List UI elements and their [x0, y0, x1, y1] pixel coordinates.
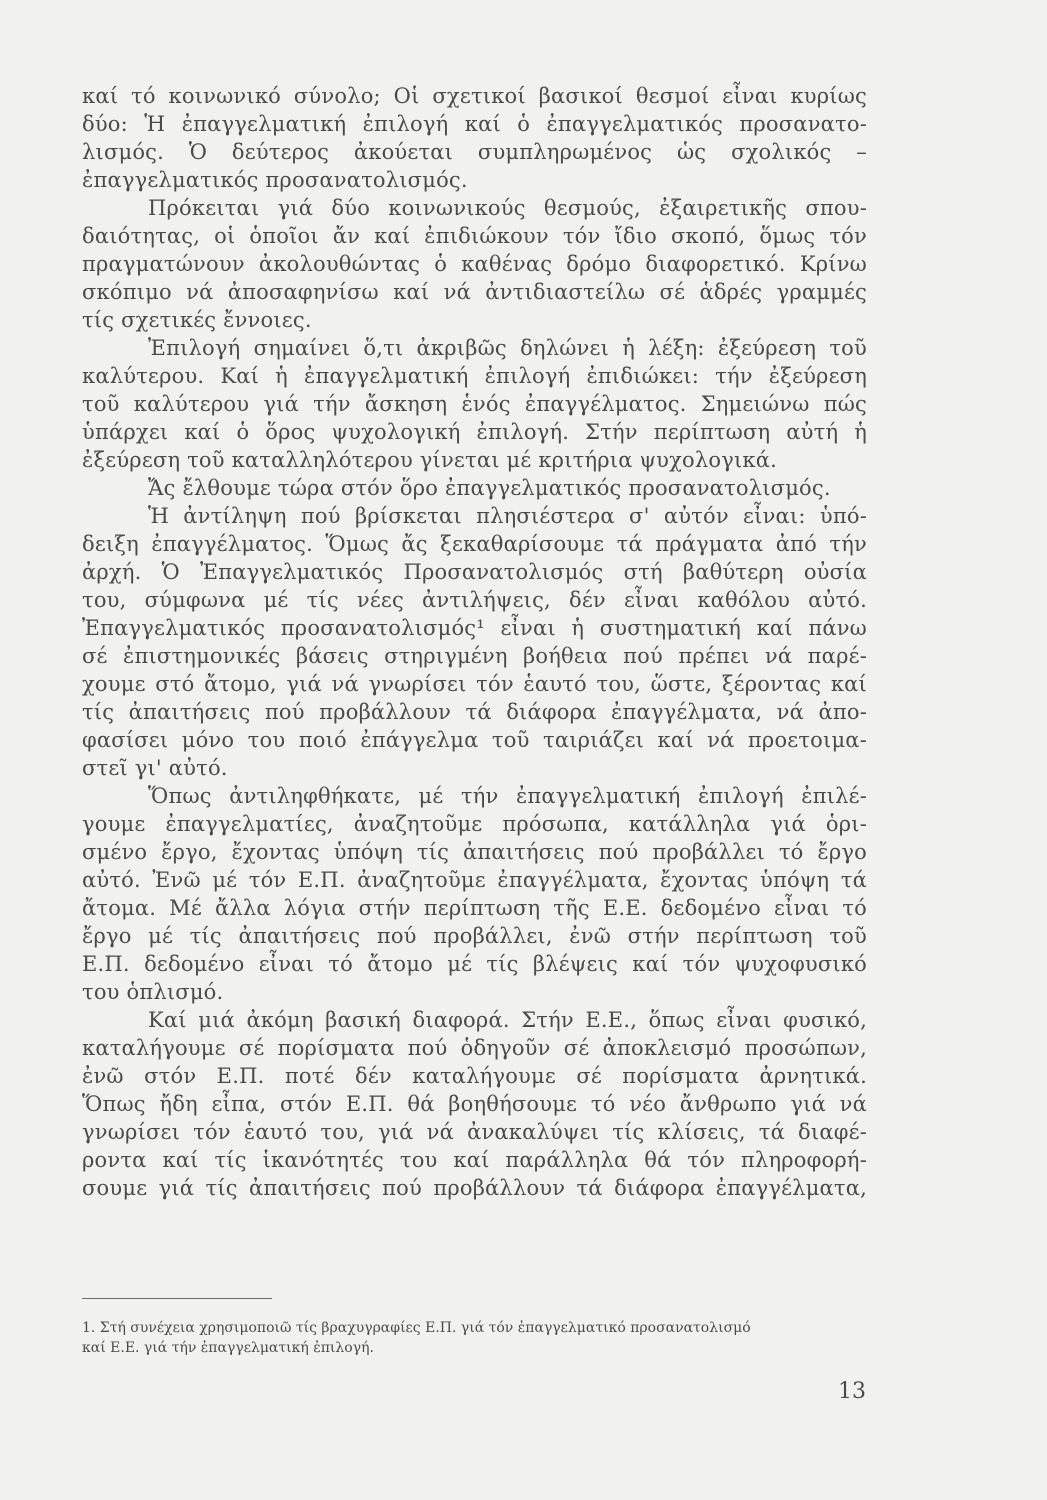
body-line-14: ἐξεύρεση τοῦ καταλληλότερου γίνεται μέ κριτήρια ψυχολογικά. [82, 448, 777, 472]
body-line-13: ὑπάρχει καί ὁ ὅρος ψυχολογική ἐπιλογή. Στήν περίπτωση αὐτή ἡ [82, 420, 867, 444]
page-number: 13 [838, 1379, 866, 1404]
body-line-34: Καί μιά ἀκόμη βασική διαφορά. Στήν Ε.Ε., ὅπως εἶναι φυσικό, [148, 1008, 867, 1032]
body-line-23: τίς ἀπαιτήσεις πού προβάλλουν τά διάφορα ἐπαγγέλματα, νά ἀπο- [82, 700, 867, 724]
body-line-1: καί τό κοινωνικό σύνολο; Οἱ σχετικοί βασικοί θεσμοί εἶναι κυρίως [82, 84, 867, 108]
body-line-2: δύο: Ἡ ἐπαγγελματική ἐπιλογή καί ὁ ἐπαγγελματικός προσανατο- [82, 112, 867, 136]
body-line-31: ἔργο μέ τίς ἀπαιτήσεις πού προβάλλει, ἐνῶ στήν περίπτωση τοῦ [82, 924, 867, 948]
body-line-28: σμένο ἔργο, ἔχοντας ὑπόψη τίς ἀπαιτήσεις πού προβάλλει τό ἔργο [82, 840, 867, 864]
body-line-38: γνωρίσει τόν ἑαυτό του, γιά νά ἀνακαλύψει τίς κλίσεις, τά διαφέ- [82, 1120, 867, 1144]
body-line-19: του, σύμφωνα μέ τίς νέες ἀντιλήψεις, δέν εἶναι καθόλου αὐτό. [82, 588, 867, 612]
body-line-25: στεῖ γι' αὐτό. [82, 756, 228, 780]
body-line-7: πραγματώνουν ἀκολουθώντας ὁ καθένας δρόμο διαφορετικό. Κρίνω [82, 252, 867, 276]
body-line-22: χουμε στό ἄτομο, γιά νά γνωρίσει τόν ἑαυτό του, ὥστε, ξέροντας καί [82, 672, 867, 696]
body-line-6: δαιότητας, οἱ ὁποῖοι ἄν καί ἐπιδιώκουν τόν ἴδιο σκοπό, ὅμως τόν [82, 224, 867, 248]
body-line-29: αὐτό. Ἐνῶ μέ τόν Ε.Π. ἀναζητοῦμε ἐπαγγέλματα, ἔχοντας ὑπόψη τά [82, 868, 867, 892]
body-line-15: Ἄς ἔλθουμε τώρα στόν ὅρο ἐπαγγελματικός προσανατολισμός. [148, 476, 831, 500]
body-line-30: ἄτομα. Μέ ἄλλα λόγια στήν περίπτωση τῆς Ε.Ε. δεδομένο εἶναι τό [82, 896, 867, 920]
body-line-10: Ἐπιλογή σημαίνει ὅ,τι ἀκριβῶς δηλώνει ἡ λέξη: ἐξεύρεση τοῦ [148, 336, 867, 360]
body-line-24: φασίσει μόνο του ποιό ἐπάγγελμα τοῦ ταιριάζει καί νά προετοιμα- [82, 728, 867, 752]
body-line-40: σουμε γιά τίς ἀπαιτήσεις πού προβάλλουν τά διάφορα ἐπαγγέλματα, [82, 1176, 867, 1200]
body-line-37: Ὅπως ἤδη εἶπα, στόν Ε.Π. θά βοηθήσουμε τό νέο ἄνθρωπο γιά νά [82, 1092, 867, 1116]
body-line-27: γουμε ἐπαγγελματίες, ἀναζητοῦμε πρόσωπα, κατάλληλα γιά ὁρι- [82, 812, 867, 836]
body-line-5: Πρόκειται γιά δύο κοινωνικούς θεσμούς, ἐξαιρετικῆς σπου- [148, 196, 867, 220]
body-line-21: σέ ἐπιστημονικές βάσεις στηριγμένη βοήθεια πού πρέπει νά παρέ- [82, 644, 867, 668]
body-line-8: σκόπιμο νά ἀποσαφηνίσω καί νά ἀντιδιαστείλω σέ ἁδρές γραμμές [82, 280, 867, 304]
body-line-39: ροντα καί τίς ἱκανότητές του καί παράλληλα θά τόν πληροφορή- [82, 1148, 867, 1172]
body-line-33: του ὁπλισμό. [82, 980, 224, 1004]
body-line-17: δειξη ἐπαγγέλματος. Ὅμως ἄς ξεκαθαρίσουμε τά πράγματα ἀπό τήν [82, 532, 867, 556]
body-line-18: ἀρχή. Ὁ Ἐπαγγελματικός Προσανατολισμός στή βαθύτερη οὐσία [82, 560, 867, 584]
footnote-line-2: καί Ε.Ε. γιά τήν ἐπαγγελματική ἐπιλογή. [82, 1340, 374, 1356]
body-line-11: καλύτερου. Καί ἡ ἐπαγγελματική ἐπιλογή ἐπιδιώκει: τήν ἐξεύρεση [82, 364, 867, 388]
body-line-20: Ἐπαγγελματικός προσανατολισμός¹ εἶναι ἡ συστηματική καί πάνω [82, 616, 867, 640]
footnote-line-1: 1. Στή συνέχεια χρησιμοποιῶ τίς βραχυγραφίες Ε.Π. γιά τόν ἐπαγγελματικό προσανατολισμό [82, 1320, 751, 1336]
body-line-9: τίς σχετικές ἔννοιες. [82, 308, 312, 332]
body-line-26: Ὅπως ἀντιληφθήκατε, μέ τήν ἐπαγγελματική ἐπιλογή ἐπιλέ- [148, 784, 867, 808]
body-line-35: καταλήγουμε σέ πορίσματα πού ὁδηγοῦν σέ ἀποκλεισμό προσώπων, [82, 1036, 867, 1060]
body-line-3: λισμός. Ὁ δεύτερος ἀκούεται συμπληρωμένος ὡς σχολικός – [82, 140, 867, 164]
body-line-32: Ε.Π. δεδομένο εἶναι τό ἄτομο μέ τίς βλέψεις καί τόν ψυχοφυσικό [82, 952, 867, 976]
footnote-divider [82, 1298, 272, 1299]
body-line-16: Ἡ ἀντίληψη πού βρίσκεται πλησιέστερα σ' αὐτόν εἶναι: ὑπό- [148, 504, 867, 528]
body-line-36: ἐνῶ στόν Ε.Π. ποτέ δέν καταλήγουμε σέ πορίσματα ἀρνητικά. [82, 1064, 867, 1088]
body-line-4: ἐπαγγελματικός προσανατολισμός. [82, 168, 468, 192]
body-line-12: τοῦ καλύτερου γιά τήν ἄσκηση ἑνός ἐπαγγέλματος. Σημειώνω πώς [82, 392, 867, 416]
